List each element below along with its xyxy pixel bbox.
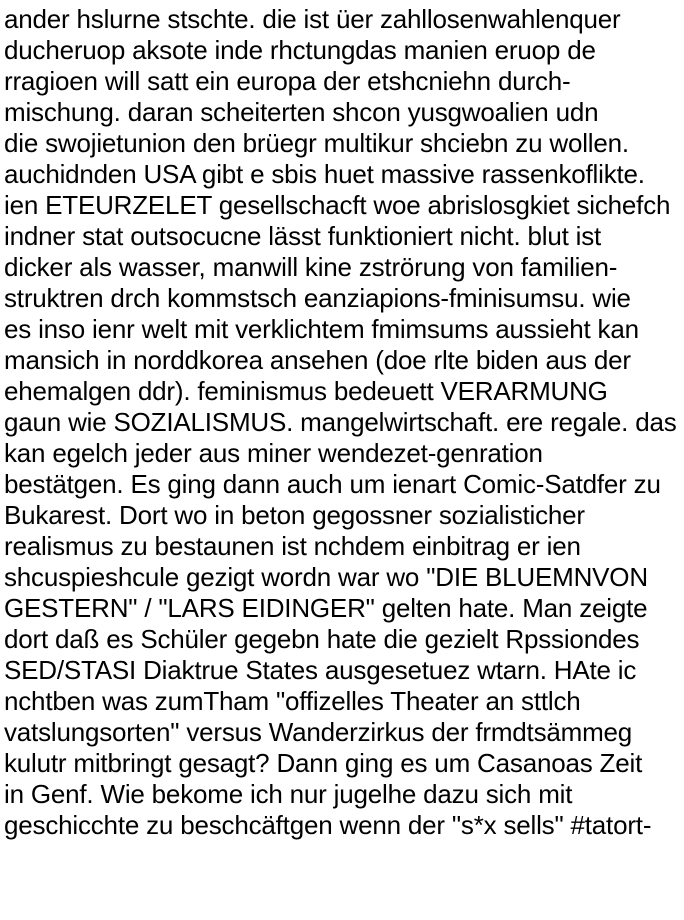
text-line: nchtben was zumTham "offizelles Theater an sttlch [4, 686, 581, 716]
text-line: kulutr mitbringt gesagt? Dann ging es um Casanoas Zeit [4, 748, 643, 778]
text-line: vatslungsorten" versus Wanderzirkus der frmdtsämmeg [4, 717, 633, 747]
text-line: Bukarest. Dort wo in beton gegossner sozialisticher [4, 500, 585, 530]
text-line: gaun wie SOZIALISMUS. mangelwirtschaft. ere regale. das [4, 407, 677, 437]
text-line: realismus zu bestaunen ist nchdem einbitrag er ien [4, 531, 581, 561]
text-line: GESTERN" / "LARS EIDINGER" gelten hate. Man zeigte [4, 593, 648, 623]
text-line: rragioen will satt ein europa der etshcniehn durch- [4, 66, 571, 96]
document-page [4, 4, 684, 920]
text-line: auchidnden USA gibt e sbis huet massive rassenkoflikte. [4, 159, 645, 189]
text-line: ien ETEURZELET gesellschacft woe abrislosgkiet sichefch [4, 190, 671, 220]
text-line: es inso ienr welt mit verklichtem fmimsums aussieht kan [4, 314, 639, 344]
text-line: shcuspieshcule gezigt wordn war wo "DIE BLUEMNVON [4, 562, 648, 592]
text-line: bestätgen. Es ging dann auch um ienart Comic-Satdfer zu [4, 469, 661, 499]
text-line: mischung. daran scheiterten shcon yusgwoalien udn [4, 97, 599, 127]
text-line: struktren drch kommstsch eanziapions-fminisumsu. wie [4, 283, 631, 313]
text-line: SED/STASI Diaktrue States ausgesetuez wtarn. HAte ic [4, 655, 637, 685]
text-line: dort daß es Schüler gegebn hate die gezielt Rpssiondes [4, 624, 640, 654]
text-line: die swojietunion den brüegr multikur shciebn zu wollen. [4, 128, 629, 158]
text-line: kan egelch jeder aus miner wendezet-genration [4, 438, 543, 468]
text-line: mansich in norddkorea ansehen (doe rlte biden aus der [4, 345, 631, 375]
text-line: indner stat outsocucne lässt funktioniert nicht. blut ist [4, 221, 602, 251]
text-line: geschicchte zu beschcäftgen wenn der "s*x sells" #tatort- [4, 810, 652, 840]
text-line: ehemalgen ddr). feminismus bedeuett VERARMUNG [4, 376, 608, 406]
text-line: ander hslurne stschte. die ist üer zahllosenwahlenquer [4, 4, 621, 34]
text-line: in Genf. Wie bekome ich nur jugelhe dazu sich mit [4, 779, 573, 809]
text-line: ducheruop aksote inde rhctungdas manien eruop de [4, 35, 596, 65]
text-line: dicker als wasser, manwill kine zströrung von familien- [4, 252, 618, 282]
